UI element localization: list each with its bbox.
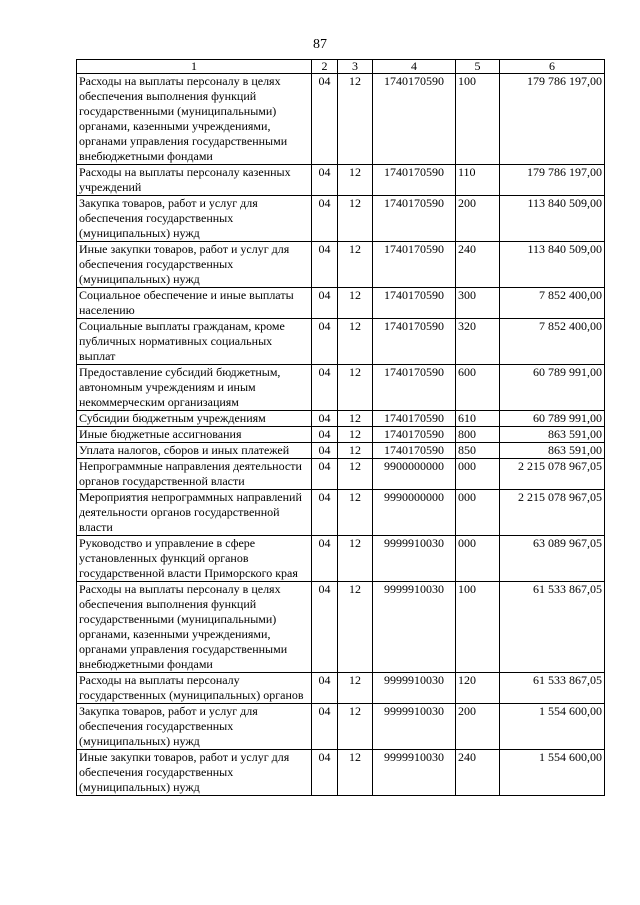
table-row xyxy=(77,490,605,536)
target-article-code: 1740170590 xyxy=(373,196,456,242)
amount: 113 840 509,00 xyxy=(500,196,605,242)
section-code: 04 xyxy=(312,443,338,459)
table-row xyxy=(77,427,605,443)
subsection-code: 12 xyxy=(338,459,373,490)
subsection-code: 12 xyxy=(338,750,373,796)
subsection-code: 12 xyxy=(338,427,373,443)
expense-name: Расходы на выплаты персоналу в целях обеспечения выполнения функций государственными (муниципальными) органами, казенными учреждениями, органами управления государственными внебюджетными фондами xyxy=(77,582,312,673)
table-row xyxy=(77,673,605,704)
subsection-code: 12 xyxy=(338,443,373,459)
subsection-code: 12 xyxy=(338,411,373,427)
target-article-code: 1740170590 xyxy=(373,165,456,196)
expense-name: Социальные выплаты гражданам, кроме публичных нормативных социальных выплат xyxy=(77,319,312,365)
expense-name: Предоставление субсидий бюджетным, автономным учреждениям и иным некоммерческим организациям xyxy=(77,365,312,411)
header-cell-3: 3 xyxy=(338,60,373,74)
amount: 61 533 867,05 xyxy=(500,582,605,673)
target-article-code: 9999910030 xyxy=(373,536,456,582)
section-code: 04 xyxy=(312,427,338,443)
target-article-code: 9999910030 xyxy=(373,750,456,796)
target-article-code: 1740170590 xyxy=(373,74,456,165)
target-article-code: 1740170590 xyxy=(373,411,456,427)
section-code: 04 xyxy=(312,196,338,242)
expense-type-code: 320 xyxy=(456,319,500,365)
expense-name: Закупка товаров, работ и услуг для обеспечения государственных (муниципальных) нужд xyxy=(77,196,312,242)
table-row xyxy=(77,74,605,165)
table-row xyxy=(77,242,605,288)
expense-type-code: 200 xyxy=(456,704,500,750)
amount: 863 591,00 xyxy=(500,427,605,443)
expense-type-code: 850 xyxy=(456,443,500,459)
header-cell-1: 1 xyxy=(77,60,312,74)
expense-name: Расходы на выплаты персоналу в целях обеспечения выполнения функций государственными (муниципальными) органами, казенными учреждениями, органами управления государственными внебюджетными фондами xyxy=(77,74,312,165)
header-cell-5: 5 xyxy=(456,60,500,74)
subsection-code: 12 xyxy=(338,582,373,673)
budget-table xyxy=(76,59,605,796)
amount: 60 789 991,00 xyxy=(500,365,605,411)
header-cell-4: 4 xyxy=(373,60,456,74)
expense-name: Расходы на выплаты персоналу казенных учреждений xyxy=(77,165,312,196)
target-article-code: 9999910030 xyxy=(373,704,456,750)
table-row xyxy=(77,411,605,427)
table-row xyxy=(77,319,605,365)
target-article-code: 9999910030 xyxy=(373,582,456,673)
expense-name: Руководство и управление в сфере установленных функций органов государственной власти Приморского края xyxy=(77,536,312,582)
target-article-code: 1740170590 xyxy=(373,427,456,443)
section-code: 04 xyxy=(312,365,338,411)
amount: 863 591,00 xyxy=(500,443,605,459)
expense-name: Расходы на выплаты персоналу государственных (муниципальных) органов xyxy=(77,673,312,704)
header-cell-2: 2 xyxy=(312,60,338,74)
expense-type-code: 100 xyxy=(456,582,500,673)
expense-type-code: 000 xyxy=(456,459,500,490)
table-row xyxy=(77,365,605,411)
amount: 63 089 967,05 xyxy=(500,536,605,582)
subsection-code: 12 xyxy=(338,536,373,582)
expense-type-code: 240 xyxy=(456,750,500,796)
section-code: 04 xyxy=(312,490,338,536)
subsection-code: 12 xyxy=(338,490,373,536)
table-row xyxy=(77,443,605,459)
expense-type-code: 000 xyxy=(456,490,500,536)
target-article-code: 9900000000 xyxy=(373,459,456,490)
expense-type-code: 600 xyxy=(456,365,500,411)
section-code: 04 xyxy=(312,459,338,490)
header-cell-6: 6 xyxy=(500,60,605,74)
amount: 179 786 197,00 xyxy=(500,165,605,196)
amount: 113 840 509,00 xyxy=(500,242,605,288)
table-row xyxy=(77,750,605,796)
subsection-code: 12 xyxy=(338,704,373,750)
target-article-code: 1740170590 xyxy=(373,319,456,365)
target-article-code: 1740170590 xyxy=(373,242,456,288)
amount: 179 786 197,00 xyxy=(500,74,605,165)
subsection-code: 12 xyxy=(338,319,373,365)
expense-name: Иные закупки товаров, работ и услуг для обеспечения государственных (муниципальных) нужд xyxy=(77,242,312,288)
amount: 61 533 867,05 xyxy=(500,673,605,704)
expense-type-code: 000 xyxy=(456,536,500,582)
target-article-code: 1740170590 xyxy=(373,443,456,459)
target-article-code: 9999910030 xyxy=(373,673,456,704)
expense-type-code: 800 xyxy=(456,427,500,443)
amount: 7 852 400,00 xyxy=(500,288,605,319)
section-code: 04 xyxy=(312,319,338,365)
table-row xyxy=(77,165,605,196)
subsection-code: 12 xyxy=(338,74,373,165)
section-code: 04 xyxy=(312,582,338,673)
section-code: 04 xyxy=(312,750,338,796)
table-row xyxy=(77,459,605,490)
expense-type-code: 100 xyxy=(456,74,500,165)
section-code: 04 xyxy=(312,411,338,427)
expense-type-code: 110 xyxy=(456,165,500,196)
expense-name: Субсидии бюджетным учреждениям xyxy=(77,411,312,427)
section-code: 04 xyxy=(312,165,338,196)
section-code: 04 xyxy=(312,242,338,288)
amount: 2 215 078 967,05 xyxy=(500,490,605,536)
expense-name: Социальное обеспечение и иные выплаты населению xyxy=(77,288,312,319)
amount: 1 554 600,00 xyxy=(500,750,605,796)
section-code: 04 xyxy=(312,288,338,319)
expense-type-code: 200 xyxy=(456,196,500,242)
subsection-code: 12 xyxy=(338,196,373,242)
section-code: 04 xyxy=(312,704,338,750)
subsection-code: 12 xyxy=(338,365,373,411)
page-number: 87 xyxy=(313,37,327,52)
section-code: 04 xyxy=(312,74,338,165)
target-article-code: 9990000000 xyxy=(373,490,456,536)
expense-type-code: 610 xyxy=(456,411,500,427)
expense-type-code: 240 xyxy=(456,242,500,288)
amount: 7 852 400,00 xyxy=(500,319,605,365)
expense-name: Уплата налогов, сборов и иных платежей xyxy=(77,443,312,459)
expense-name: Непрограммные направления деятельности органов государственной власти xyxy=(77,459,312,490)
expense-type-code: 120 xyxy=(456,673,500,704)
header-row xyxy=(77,60,605,74)
expense-name: Иные бюджетные ассигнования xyxy=(77,427,312,443)
table-row xyxy=(77,288,605,319)
section-code: 04 xyxy=(312,673,338,704)
table-row xyxy=(77,536,605,582)
expense-name: Закупка товаров, работ и услуг для обеспечения государственных (муниципальных) нужд xyxy=(77,704,312,750)
target-article-code: 1740170590 xyxy=(373,288,456,319)
table-row xyxy=(77,196,605,242)
expense-name: Иные закупки товаров, работ и услуг для обеспечения государственных (муниципальных) нужд xyxy=(77,750,312,796)
table-row xyxy=(77,582,605,673)
amount: 1 554 600,00 xyxy=(500,704,605,750)
subsection-code: 12 xyxy=(338,673,373,704)
target-article-code: 1740170590 xyxy=(373,365,456,411)
expense-type-code: 300 xyxy=(456,288,500,319)
expense-name: Мероприятия непрограммных направлений деятельности органов государственной власти xyxy=(77,490,312,536)
table-row xyxy=(77,704,605,750)
subsection-code: 12 xyxy=(338,242,373,288)
amount: 2 215 078 967,05 xyxy=(500,459,605,490)
subsection-code: 12 xyxy=(338,165,373,196)
section-code: 04 xyxy=(312,536,338,582)
subsection-code: 12 xyxy=(338,288,373,319)
amount: 60 789 991,00 xyxy=(500,411,605,427)
